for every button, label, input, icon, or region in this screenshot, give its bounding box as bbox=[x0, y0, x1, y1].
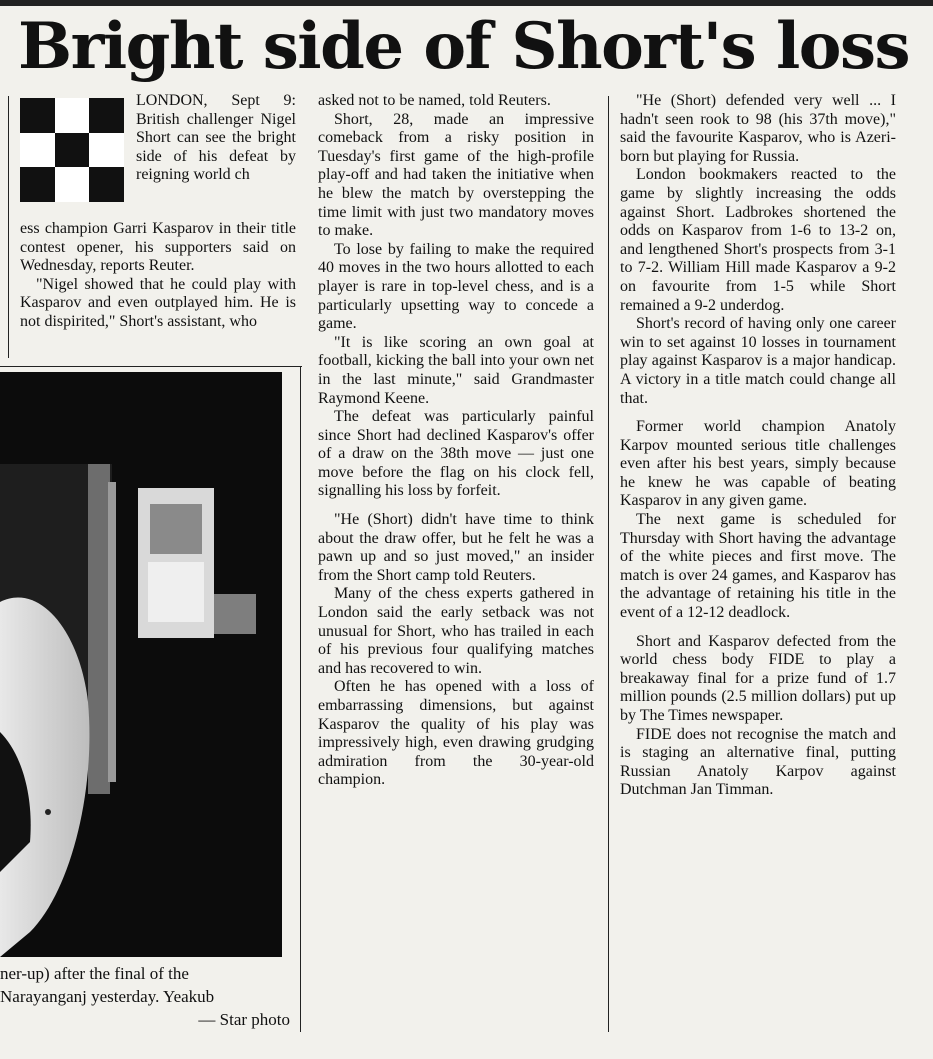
article-paragraph: LONDON, Sept 9: British challenger Nigel Short can see the bright side of his defeat by reigning world ch bbox=[136, 92, 296, 184]
article-paragraph: The defeat was particularly painful since Short had declined Kasparov's offer of a draw on the 38th move — just one move before the flag on his clock fell, signalling his loss by forfeit. bbox=[318, 408, 594, 500]
article-paragraph: asked not to be named, told Reuters. bbox=[318, 92, 551, 109]
article-paragraph: "It is like scoring an own goal at football, kicking the ball into your own net in the last minute," said Grandmaster Raymond Keene. bbox=[318, 333, 594, 407]
article-paragraph: Often he has opened with a loss of embarrassing dimensions, but against Kasparov the quality of his play was impressively high, even drawing grudging admiration from the 30-year-old champion. bbox=[318, 678, 594, 789]
column-rule bbox=[8, 96, 9, 358]
caption-line: Narayanganj yesterday. Yeakub bbox=[0, 987, 215, 1006]
caption-line: ner-up) after the final of the bbox=[0, 964, 189, 983]
article-paragraph: Short and Kasparov defected from the world chess body FIDE to play a breakaway final for a prize fund of 1.7 million pounds (2.5 million dollars) put up by The Times newspaper. bbox=[620, 632, 896, 724]
article-column-1-continued bbox=[20, 220, 296, 332]
article-paragraph: Former world champion Anatoly Karpov mounted serious title challenges even after his best years, simply because he knew he was capable of beating Kasparov in any given game. bbox=[620, 418, 896, 510]
masthead-rule bbox=[0, 0, 933, 6]
photo-top-rule bbox=[0, 366, 302, 367]
article-paragraph: "Nigel showed that he could play with Kasparov and even outplayed him. He is not dispirited," Short's assistant, who bbox=[20, 275, 296, 330]
photo-caption bbox=[0, 962, 290, 1031]
article-column-3 bbox=[620, 92, 896, 800]
article-paragraph: The next game is scheduled for Thursday with Short having the advantage of the white pieces and first move. The match is over 24 games, and Kasparov has the advantage of retaining his title in the event of a 12-12 deadlock. bbox=[620, 511, 896, 622]
article-paragraph: "He (Short) defended very well ... I hadn't seen rook to 98 (his 37th move)," said the favourite Kasparov, who is Azeri-born but playing for Russia. bbox=[620, 92, 896, 165]
column-rule bbox=[300, 366, 301, 1032]
article-paragraph: "He (Short) didn't have time to think about the draw offer, but he felt he was a pawn up and so just moved," an insider from the Short camp told Reuters. bbox=[318, 511, 594, 584]
news-photo bbox=[0, 372, 282, 957]
headline: Bright side of Short's loss bbox=[18, 9, 910, 84]
article-paragraph: Short, 28, made an impressive comeback from a risky position in Tuesday's first game of the high-profile play-off and had taken the initiative when he blew the match by overstepping the time limit with just two mandatory moves to make. bbox=[318, 110, 594, 240]
article-paragraph: Many of the chess experts gathered in London said the early setback was not unusual for Short, who has trailed in each of his previous four qualifying matches and has recovered to win. bbox=[318, 585, 594, 677]
article-paragraph: Short's record of having only one career win to set against 10 losses in tournament play against Kasparov is a major handicap. A victory in a title match could change all that. bbox=[620, 315, 896, 407]
photo-credit: — Star photo bbox=[198, 1010, 290, 1029]
article-column-2 bbox=[318, 92, 594, 790]
column-rule bbox=[608, 96, 609, 1032]
article-paragraph: To lose by failing to make the required 40 moves in the two hours allotted to each player is rare in top-level chess, and is a particularly upsetting way to concede a game. bbox=[318, 240, 594, 333]
article-paragraph: ess champion Garri Kasparov in their title contest opener, his supporters said on Wednesday, reports Reuter. bbox=[20, 220, 296, 275]
article-paragraph: FIDE does not recognise the match and is staging an alternative final, putting Russian Anatoly Karpov against Dutchman Jan Timman. bbox=[620, 725, 896, 799]
article-paragraph: London bookmakers reacted to the game by slightly increasing the odds against Short. Ladbrokes shortened the odds on Kasparov from 1-6 to 13-2 on, and lengthened Short's prospects from 3-1 to 7-2. William Hill made Kasparov a 9-2 on favourite from 1-5 while Short remained a 9-2 underdog. bbox=[620, 166, 896, 314]
article-column-1 bbox=[136, 92, 296, 185]
chess-board-icon bbox=[20, 98, 124, 202]
